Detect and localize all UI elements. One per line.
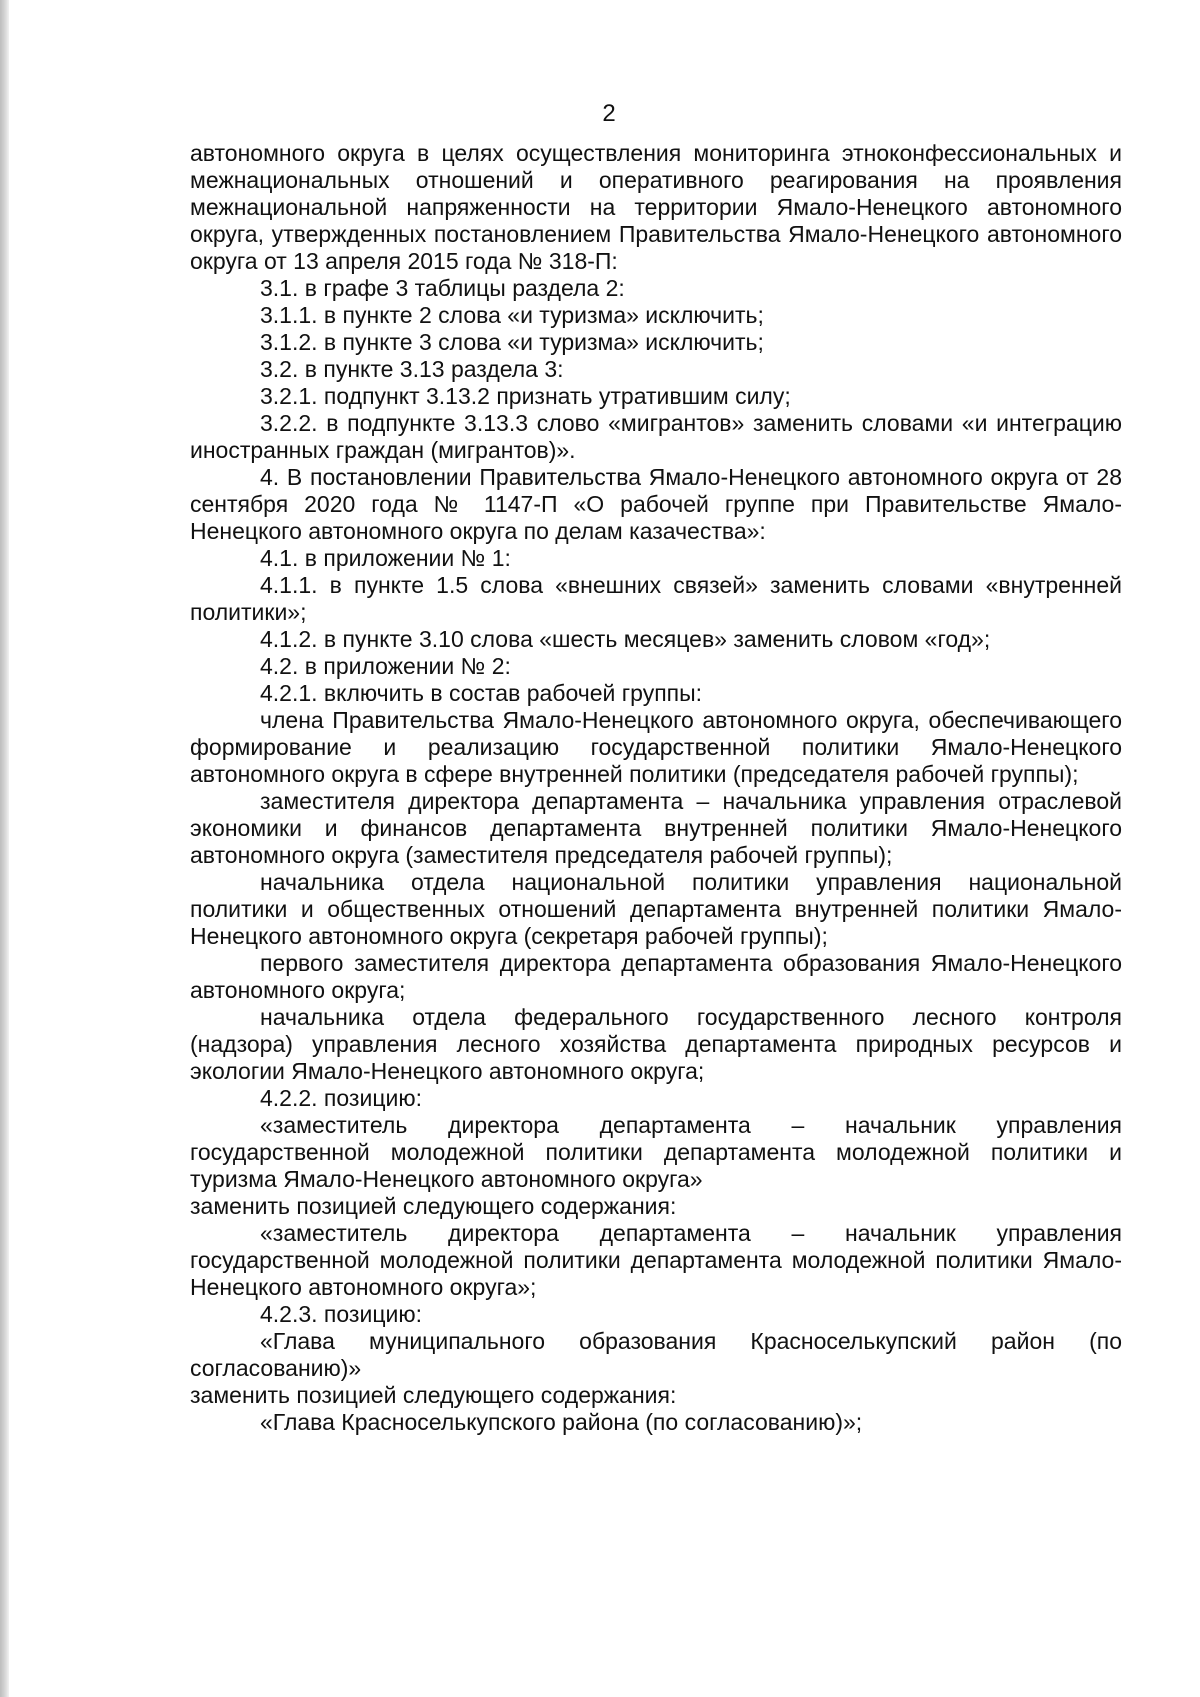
- scan-edge-shadow: [0, 0, 9, 1697]
- paragraph: начальника отдела национальной политики управления национальной политики и общественных отношений департамента внутренней политики Ямало-Ненецкого автономного округа (секретаря рабочей группы);: [190, 869, 1122, 949]
- paragraph: заменить позицией следующего содержания:: [190, 1382, 677, 1408]
- paragraph: автономного округа в целях осуществления мониторинга этноконфессиональных и межнациональных отношений и оперативного реагирования на проявления межнациональной напряженности на территории Ямало-Ненецкого автономного округа, утвержденных постановлением Правительства Ямало-Ненецкого автономного округа от 13 апреля 2015 года № 318-П:: [190, 140, 1122, 274]
- paragraph: 4.2.2. позицию:: [260, 1085, 422, 1111]
- paragraph: 4.1.1. в пункте 1.5 слова «внешних связей» заменить словами «внутренней политики»;: [190, 572, 1122, 625]
- paragraph: 4.1. в приложении № 1:: [260, 545, 511, 571]
- paragraph: 4.2.3. позицию:: [260, 1301, 422, 1327]
- paragraph: 4.1.2. в пункте 3.10 слова «шесть месяцев» заменить словом «год»;: [260, 626, 991, 652]
- paragraph: члена Правительства Ямало-Ненецкого автономного округа, обеспечивающего формирование и реализацию государственной политики Ямало-Ненецкого автономного округа в сфере внутренней политики (председателя рабочей группы);: [190, 707, 1122, 787]
- paragraph: 4.2.1. включить в состав рабочей группы:: [260, 680, 703, 706]
- paragraph: 3.2.1. подпункт 3.13.2 признать утратившим силу;: [260, 383, 791, 409]
- paragraph: заместителя директора департамента – начальника управления отраслевой экономики и финансов департамента внутренней политики Ямало-Ненецкого автономного округа (заместителя председателя рабочей группы);: [190, 788, 1122, 868]
- paragraph: 3.1.1. в пункте 2 слова «и туризма» исключить;: [260, 302, 764, 328]
- paragraph: 3.1. в графе 3 таблицы раздела 2:: [260, 275, 625, 301]
- paragraph: 3.2.2. в подпункте 3.13.3 слово «мигрантов» заменить словами «и интеграцию иностранных граждан (мигрантов)».: [190, 410, 1122, 463]
- paragraph: «заместитель директора департамента – начальник управления государственной молодежной политики департамента молодежной политики Ямало-Ненецкого автономного округа»;: [190, 1220, 1122, 1300]
- paragraph: 4.2. в приложении № 2:: [260, 653, 511, 679]
- paragraph: «заместитель директора департамента – начальник управления государственной молодежной политики департамента молодежной политики и туризма Ямало-Ненецкого автономного округа»: [190, 1112, 1122, 1192]
- paragraph: 3.2. в пункте 3.13 раздела 3:: [260, 356, 564, 382]
- paragraph: 3.1.2. в пункте 3 слова «и туризма» исключить;: [260, 329, 764, 355]
- page-number: 2: [602, 100, 616, 127]
- document-body: [190, 140, 1122, 1436]
- paragraph: «Глава Красноселькупского района (по согласованию)»;: [260, 1409, 863, 1435]
- paragraph: первого заместителя директора департамента образования Ямало-Ненецкого автономного округа;: [190, 950, 1122, 1003]
- paragraph: начальника отдела федерального государственного лесного контроля (надзора) управления лесного хозяйства департамента природных ресурсов и экологии Ямало-Ненецкого автономного округа;: [190, 1004, 1122, 1084]
- paragraph: «Глава муниципального образования Красноселькупский район (по согласованию)»: [190, 1328, 1122, 1381]
- paragraph: заменить позицией следующего содержания:: [190, 1193, 677, 1219]
- paragraph: 4. В постановлении Правительства Ямало-Ненецкого автономного округа от 28 сентября 2020 года № 1147-П «О рабочей группе при Правительстве Ямало-Ненецкого автономного округа по делам казачества»:: [190, 464, 1122, 544]
